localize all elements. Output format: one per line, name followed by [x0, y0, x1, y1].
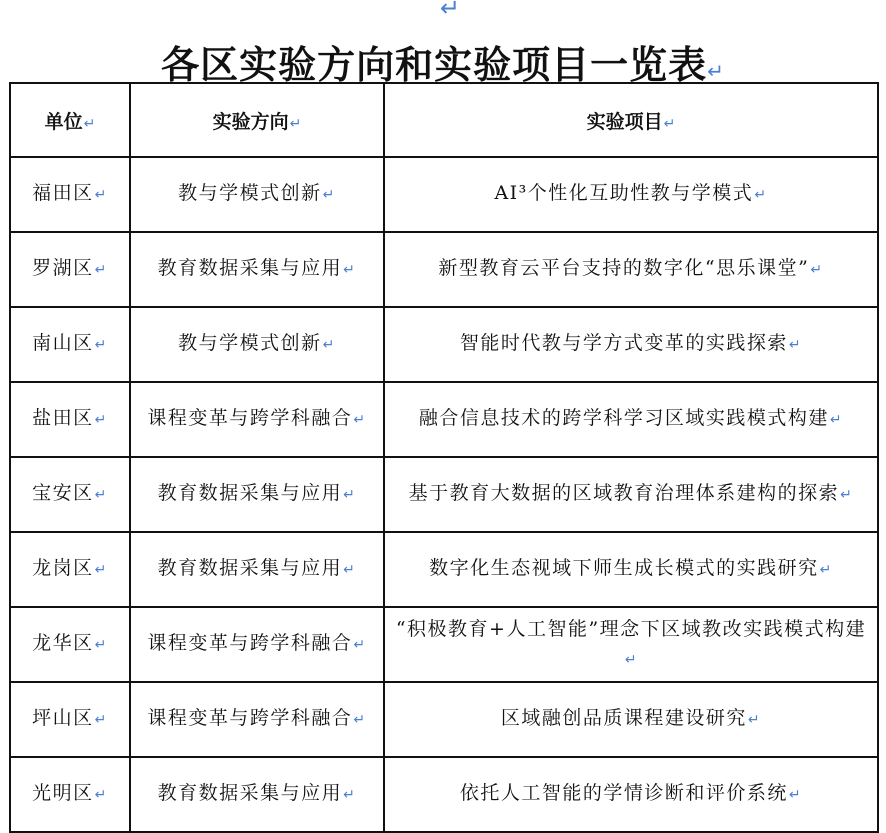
paragraph-mark-icon: ↵ — [343, 487, 357, 503]
cell-unit — [10, 682, 130, 757]
table-row — [10, 682, 878, 757]
paragraph-mark-icon: ↵ — [663, 115, 676, 132]
header-project — [384, 83, 878, 157]
title-text: 各区实验方向和实验项目一览表 — [161, 42, 708, 87]
direction-text: 教与学模式创新 — [178, 182, 322, 204]
paragraph-mark-icon: ↵ — [83, 115, 96, 132]
table-row — [10, 157, 878, 232]
cell-direction — [130, 307, 384, 382]
cell-unit — [10, 532, 130, 607]
table-row — [10, 607, 878, 682]
paragraph-mark-icon: ↵ — [707, 59, 725, 83]
header-unit-label: 单位 — [44, 110, 83, 133]
paragraph-mark-icon: ↵ — [94, 262, 108, 278]
paragraph-mark-icon: ↵ — [289, 115, 302, 132]
table-row — [10, 757, 878, 832]
direction-text: 教与学模式创新 — [178, 332, 322, 354]
direction-text: 教育数据采集与应用 — [157, 257, 343, 279]
paragraph-mark-icon: ↵ — [94, 712, 108, 728]
direction-text: 课程变革与跨学科融合 — [147, 407, 353, 429]
project-text: “积极教育+人工智能”理念下区域教改实践模式构建 — [395, 617, 867, 640]
paragraph-mark-icon: ↵ — [788, 337, 803, 353]
project-text: 基于教育大数据的区域教育治理体系建构的探索 — [408, 482, 840, 504]
cell-direction — [130, 232, 384, 307]
paragraph-mark-icon: ↵ — [440, 0, 461, 22]
table-row — [10, 532, 878, 607]
unit-text: 盐田区 — [32, 407, 94, 429]
paragraph-mark-icon: ↵ — [747, 712, 762, 728]
paragraph-mark-icon: ↵ — [353, 412, 367, 428]
cell-project — [384, 607, 878, 682]
unit-text: 南山区 — [32, 332, 94, 354]
table-row — [10, 457, 878, 532]
paragraph-mark-icon: ↵ — [343, 787, 357, 803]
cell-unit — [10, 457, 130, 532]
paragraph-mark-icon: ↵ — [754, 187, 768, 203]
cell-project — [384, 532, 878, 607]
cell-direction — [130, 157, 384, 232]
cell-project — [384, 457, 878, 532]
cell-direction — [130, 757, 384, 832]
cell-direction — [130, 382, 384, 457]
project-text: 数字化生态视域下师生成长模式的实践研究 — [429, 557, 819, 579]
cell-project — [384, 232, 878, 307]
paragraph-mark-icon: ↵ — [343, 262, 357, 278]
project-text: AI³个性化互助性教与学模式 — [494, 182, 754, 204]
paragraph-mark-icon: ↵ — [94, 562, 108, 578]
project-text: 依托人工智能的学情诊断和评价系统 — [459, 782, 788, 804]
paragraph-mark-icon: ↵ — [94, 787, 108, 803]
experiment-table — [9, 82, 879, 833]
unit-text: 坪山区 — [32, 707, 94, 729]
paragraph-mark-icon: ↵ — [353, 712, 367, 728]
table-row — [10, 382, 878, 457]
header-direction — [130, 83, 384, 157]
unit-text: 罗湖区 — [32, 257, 94, 279]
header-direction-label: 实验方向 — [212, 110, 289, 133]
table-row — [10, 232, 878, 307]
paragraph-mark-icon: ↵ — [322, 337, 336, 353]
cell-project — [384, 682, 878, 757]
cell-project — [384, 157, 878, 232]
project-text: 新型教育云平台支持的数字化“思乐课堂” — [438, 257, 810, 279]
cell-direction — [130, 607, 384, 682]
cell-unit — [10, 157, 130, 232]
unit-text: 龙华区 — [32, 632, 94, 654]
direction-text: 教育数据采集与应用 — [157, 482, 343, 504]
project-text: 融合信息技术的跨学科学习区域实践模式构建 — [418, 407, 829, 429]
header-project-label: 实验项目 — [586, 110, 663, 133]
paragraph-mark-icon: ↵ — [94, 337, 108, 353]
paragraph-mark-icon: ↵ — [819, 562, 833, 578]
direction-text: 课程变革与跨学科融合 — [147, 707, 353, 729]
direction-text: 课程变革与跨学科融合 — [147, 632, 353, 654]
direction-text: 教育数据采集与应用 — [157, 557, 343, 579]
cell-direction — [130, 532, 384, 607]
cell-unit — [10, 232, 130, 307]
paragraph-mark-icon: ↵ — [829, 412, 844, 428]
paragraph-mark-icon: ↵ — [840, 487, 854, 503]
paragraph-mark-icon: ↵ — [353, 637, 367, 653]
cell-unit — [10, 307, 130, 382]
unit-text: 宝安区 — [32, 482, 94, 504]
direction-text: 教育数据采集与应用 — [157, 782, 343, 804]
paragraph-mark-icon: ↵ — [94, 487, 108, 503]
unit-text: 福田区 — [32, 182, 94, 204]
cell-direction — [130, 457, 384, 532]
paragraph-mark-icon: ↵ — [94, 637, 108, 653]
cell-project — [384, 307, 878, 382]
page-title — [0, 34, 886, 89]
paragraph-mark-icon: ↵ — [94, 187, 108, 203]
paragraph-mark-icon: ↵ — [322, 187, 336, 203]
cell-project — [384, 382, 878, 457]
cell-direction — [130, 682, 384, 757]
unit-text: 光明区 — [32, 782, 94, 804]
project-text: 智能时代教与学方式变革的实践探索 — [459, 332, 788, 354]
project-text: 区域融创品质课程建设研究 — [500, 707, 747, 729]
cell-project — [384, 757, 878, 832]
paragraph-mark-icon: ↵ — [810, 262, 824, 278]
paragraph-mark-icon: ↵ — [94, 412, 108, 428]
cell-unit — [10, 757, 130, 832]
paragraph-mark-icon: ↵ — [343, 562, 357, 578]
table-header-row — [10, 83, 878, 157]
table-row — [10, 307, 878, 382]
header-unit — [10, 83, 130, 157]
unit-text: 龙岗区 — [32, 557, 94, 579]
cell-unit — [10, 607, 130, 682]
cell-unit — [10, 382, 130, 457]
paragraph-mark-icon: ↵ — [624, 651, 639, 668]
paragraph-mark-icon: ↵ — [788, 787, 803, 803]
